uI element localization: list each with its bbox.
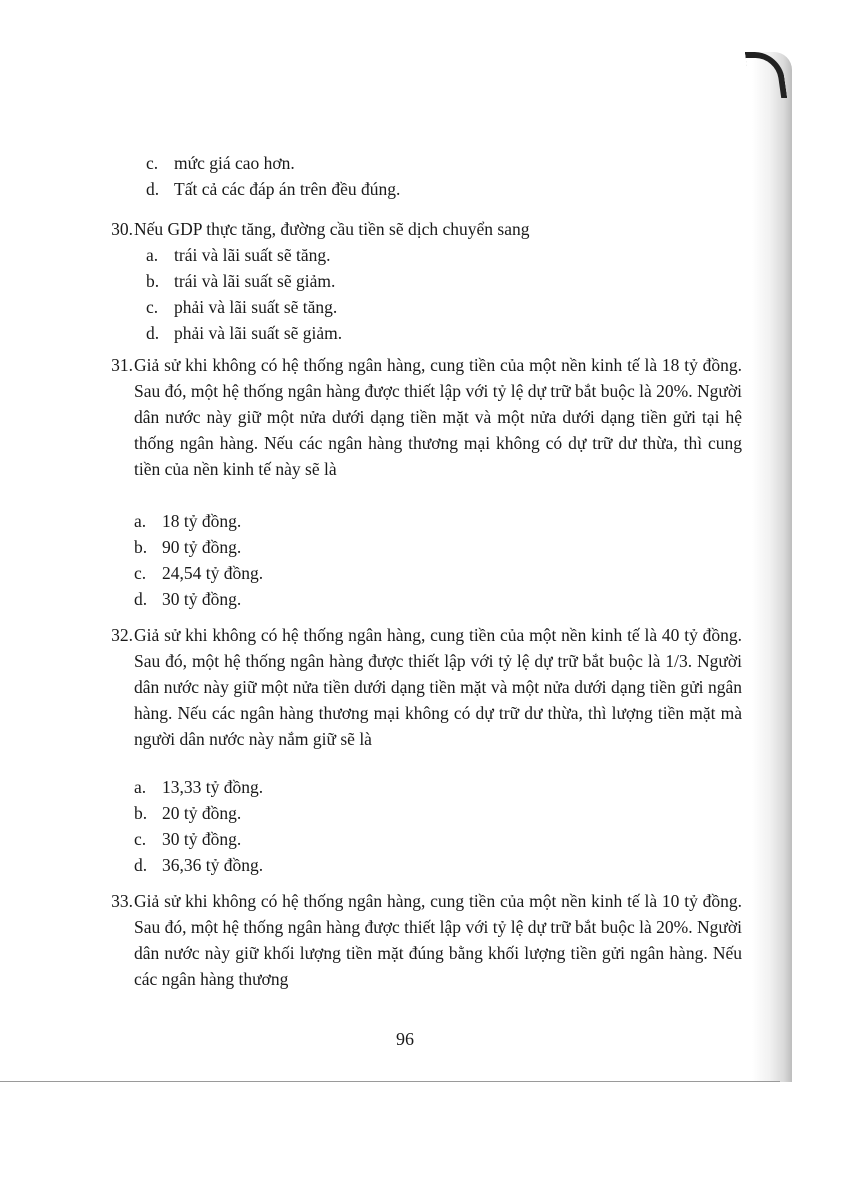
option-text: mức giá cao hơn.: [174, 153, 295, 173]
question-number: 30.: [111, 219, 133, 239]
option-letter: c.: [134, 829, 147, 849]
option-30-b: [146, 268, 335, 294]
option-30-a: [146, 242, 330, 268]
option-letter: c.: [146, 153, 159, 173]
question-number: 33.: [111, 891, 133, 911]
option-text: 30 tỷ đồng.: [162, 589, 242, 609]
option-letter: d.: [146, 179, 160, 199]
option-31-c: [134, 560, 263, 586]
option-letter: c.: [134, 563, 147, 583]
option-letter: d.: [134, 855, 148, 875]
option-30-d: [146, 320, 342, 346]
option-letter: a.: [134, 777, 147, 797]
option-text: 24,54 tỷ đồng.: [162, 563, 264, 583]
option-letter: c.: [146, 297, 159, 317]
option-32-b: [134, 800, 241, 826]
option-text: 36,36 tỷ đồng.: [162, 855, 264, 875]
page-edge-shadow: [752, 52, 792, 1082]
option-text: 20 tỷ đồng.: [162, 803, 242, 823]
option-31-a: [134, 508, 241, 534]
option-c-prev: [146, 150, 295, 176]
option-letter: b.: [146, 271, 160, 291]
option-text: Tất cả các đáp án trên đều đúng.: [174, 179, 401, 199]
option-32-c: [134, 826, 241, 852]
option-letter: b.: [134, 803, 148, 823]
option-text: trái và lãi suất sẽ tăng.: [174, 245, 331, 265]
option-letter: d.: [134, 589, 148, 609]
option-letter: a.: [146, 245, 159, 265]
option-text: 13,33 tỷ đồng.: [162, 777, 264, 797]
option-text: phải và lãi suất sẽ tăng.: [174, 297, 338, 317]
option-text: trái và lãi suất sẽ giảm.: [174, 271, 336, 291]
option-letter: d.: [146, 323, 160, 343]
option-d-prev: [146, 176, 400, 202]
option-text: phải và lãi suất sẽ giảm.: [174, 323, 343, 343]
question-number: 31.: [111, 355, 133, 375]
question-number: 32.: [111, 625, 133, 645]
option-text: 18 tỷ đồng.: [162, 511, 242, 531]
option-32-d: [134, 852, 263, 878]
question-text: Giả sử khi không có hệ thống ngân hàng, cung tiền của một nền kinh tế là 40 tỷ đồng. Sau đó, một hệ thống ngân hàng được thiết lập với tỷ lệ dự trữ bắt buộc là 1/3. Người dân nước này giữ một nửa tiền dưới dạng tiền mặt và một nửa dưới dạng tiền gửi ngân hàng. Nếu các ngân hàng thương mại không có dự trữ dư thừa, thì lượng tiền mặt mà người dân nước này nắm giữ sẽ là: [134, 625, 742, 749]
option-31-d: [134, 586, 241, 612]
question-text: Giả sử khi không có hệ thống ngân hàng, cung tiền của một nền kinh tế là 18 tỷ đồng. Sau đó, một hệ thống ngân hàng được thiết lập với tỷ lệ dự trữ bắt buộc là 20%. Người dân nước này giữ một nửa dưới dạng tiền mặt và một nửa dưới dạng tiền gửi tại hệ thống ngân hàng. Nếu các ngân hàng thương mại không có dự trữ dư thừa, thì cung tiền của nền kinh tế này sẽ là: [134, 355, 742, 479]
question-text: Giả sử khi không có hệ thống ngân hàng, cung tiền của một nền kinh tế là 10 tỷ đồng. Sau đó, một hệ thống ngân hàng được thiết lập với tỷ lệ dự trữ bắt buộc là 20%. Người dân nước này giữ khối lượng tiền mặt đúng bằng khối lượng tiền gửi ngân hàng. Nếu các ngân hàng thương: [134, 891, 742, 989]
option-31-b: [134, 534, 241, 560]
question-text: Nếu GDP thực tăng, đường cầu tiền sẽ dịch chuyển sang: [134, 219, 530, 239]
option-letter: b.: [134, 537, 148, 557]
option-letter: a.: [134, 511, 147, 531]
page-number: 96: [396, 1029, 414, 1049]
option-text: 90 tỷ đồng.: [162, 537, 242, 557]
page-bottom-edge: [0, 1081, 780, 1082]
option-text: 30 tỷ đồng.: [162, 829, 242, 849]
option-30-c: [146, 294, 337, 320]
option-32-a: [134, 774, 263, 800]
